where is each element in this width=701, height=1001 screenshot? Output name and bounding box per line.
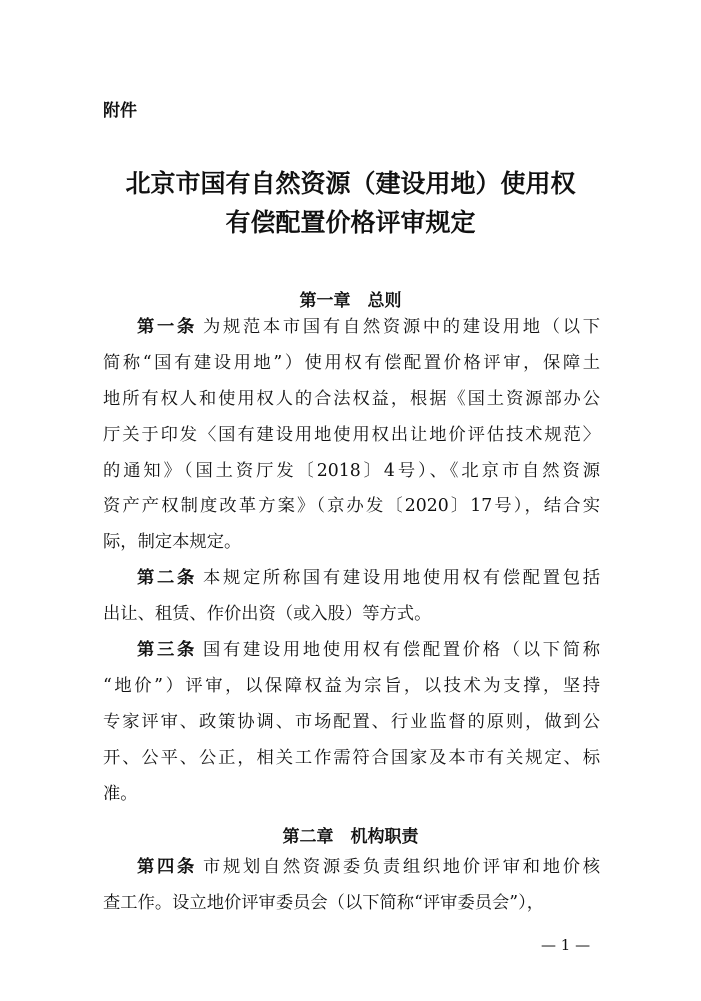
article-2-label: 第二条 bbox=[137, 568, 197, 588]
article-1-line-1: 第一条 为规范本市国有自然资源中的建设用地（以下 bbox=[137, 317, 600, 337]
article-3-label: 第三条 bbox=[137, 640, 197, 660]
article-1-line-5: 的通知》（国土资厅发〔2018〕4号）、《北京市自然资源 bbox=[103, 461, 600, 481]
annex-label: 附件 bbox=[103, 101, 137, 121]
document-title-line-2: 有偿配置价格评审规定 bbox=[225, 208, 476, 237]
article-4-label: 第四条 bbox=[137, 857, 197, 877]
document-title-line-1: 北京市国有自然资源（建设用地）使用权 bbox=[125, 169, 576, 198]
article-2-line-2: 出让、租赁、作价出资（或入股）等方式。 bbox=[103, 604, 432, 624]
article-1-line-2: 简称“国有建设用地”）使用权有偿配置价格评审，保障土 bbox=[103, 353, 600, 373]
page-number: — 1 — bbox=[541, 936, 591, 954]
article-4-line-1: 第四条 市规划自然资源委负责组织地价评审和地价核 bbox=[137, 857, 600, 877]
article-3-line-3: 专家评审、政策协调、市场配置、行业监督的原则，做到公 bbox=[103, 712, 600, 732]
article-1-line-4: 厅关于印发〈国有建设用地使用权出让地价评估技术规范〉 bbox=[103, 425, 600, 445]
article-3-line-5: 准。 bbox=[103, 784, 138, 804]
article-1-label: 第一条 bbox=[137, 317, 197, 337]
article-3-line-2: “地价”）评审，以保障权益为宗旨，以技术为支撑，坚持 bbox=[103, 676, 600, 696]
chapter-2-heading: 第二章 机构职责 bbox=[282, 827, 419, 847]
article-1-line-3: 地所有权人和使用权人的合法权益，根据《国土资源部办公 bbox=[103, 389, 600, 409]
article-3-line-1: 第三条 国有建设用地使用权有偿配置价格（以下简称 bbox=[137, 640, 600, 660]
article-2-line-1: 第二条 本规定所称国有建设用地使用权有偿配置包括 bbox=[137, 568, 600, 588]
article-1-line-7: 际，制定本规定。 bbox=[103, 532, 242, 552]
chapter-1-heading: 第一章 总则 bbox=[299, 291, 402, 311]
article-4-line-2: 查工作。设立地价评审委员会（以下简称“评审委员会”）， bbox=[103, 893, 545, 913]
article-3-line-4: 开、公平、公正，相关工作需符合国家及本市有关规定、标 bbox=[103, 748, 600, 768]
article-1-line-6: 资产产权制度改革方案》（京办发〔2020〕17号），结合实 bbox=[103, 496, 600, 516]
